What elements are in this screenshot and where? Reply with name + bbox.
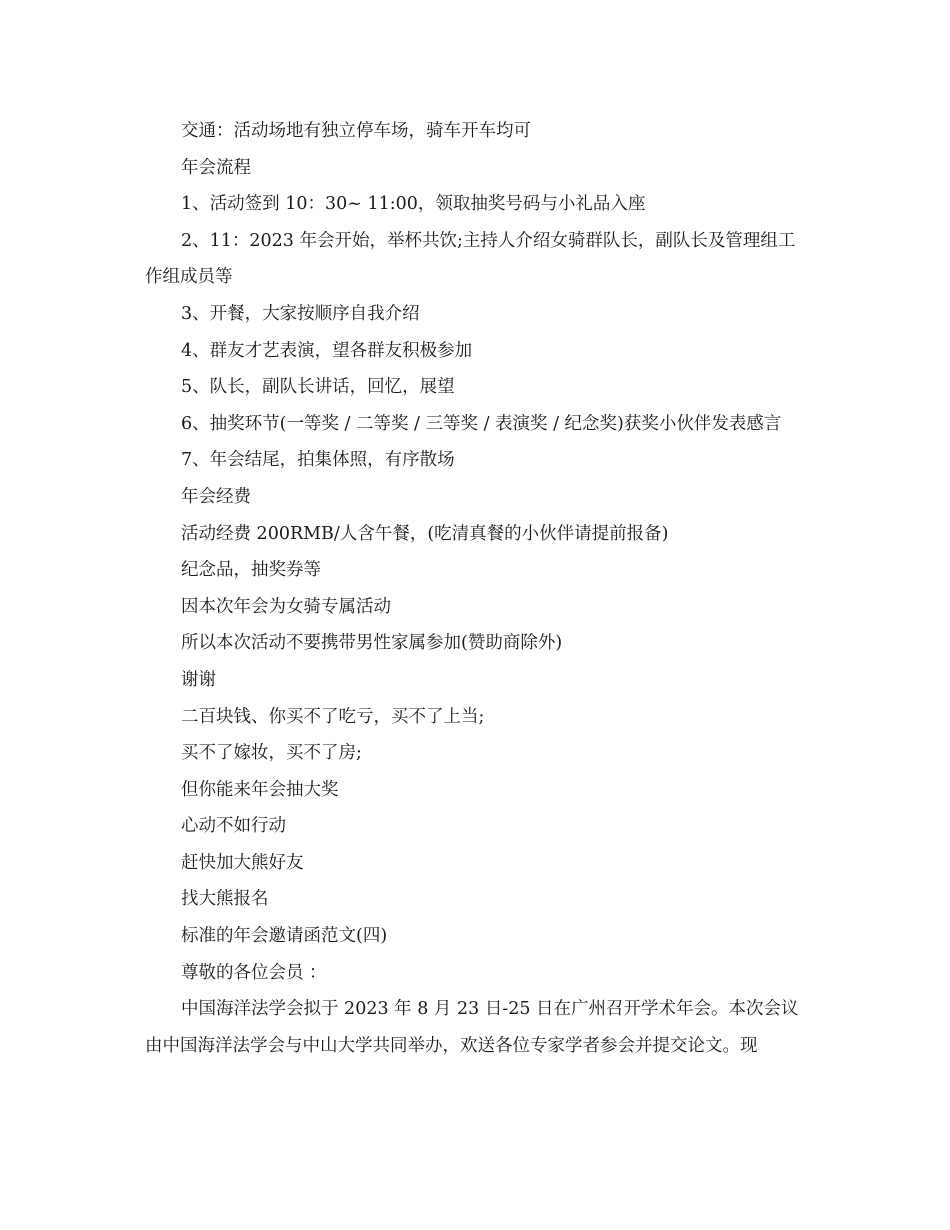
verse-line-4: 心动不如行动 [181, 816, 286, 837]
heading-agenda: 年会流程 [181, 157, 251, 178]
verse-line-2: 买不了嫁妆，买不了房; [181, 743, 362, 764]
section-title: 标准的年会邀请函范文(四) [181, 926, 388, 947]
verse-line-6: 找大熊报名 [181, 889, 269, 910]
paragraph-transport: 交通：活动场地有独立停车场，骑车开车均可 [181, 121, 531, 141]
agenda-item-2: 2、11：2023 年会开始，举杯共饮;主持人介绍女骑群队长，副队长及管理组工作组成员等 [145, 230, 796, 288]
paragraph-gifts: 纪念品，抽奖券等 [181, 560, 321, 581]
agenda-item-4: 4、群友才艺表演，望各群友积极参加 [181, 340, 473, 361]
agenda-item-6: 6、抽奖环节(一等奖 / 二等奖 / 三等奖 / 表演奖 / 纪念奖)获奖小伙伴发表感言 [181, 413, 782, 434]
agenda-item-5: 5、队长，副队长讲话，回忆，展望 [181, 377, 455, 398]
verse-line-3: 但你能来年会抽大奖 [181, 779, 339, 800]
agenda-item-1: 1、活动签到 10：30~ 11:00，领取抽奖号码与小礼品入座 [181, 194, 646, 215]
paragraph-fee: 活动经费 200RMB/人含午餐，(吃清真餐的小伙伴请提前报备) [181, 523, 669, 544]
verse-line-5: 赶快加大熊好友 [181, 852, 304, 873]
paragraph-no-family: 所以本次活动不要携带男性家属参加(赞助商除外) [181, 633, 563, 654]
salutation: 尊敬的各位会员 ： [181, 962, 327, 983]
agenda-item-7: 7、年会结尾，拍集体照，有序散场 [181, 450, 455, 471]
paragraph-invitation: 中国海洋法学会拟于 2023 年 8 月 23 日-25 日在广州召开学术年会。本次会议由中国海洋法学会与中山大学共同举办，欢送各位专家学者参会并提交论文。现 [145, 999, 799, 1056]
heading-budget: 年会经费 [181, 486, 251, 507]
agenda-item-3: 3、开餐，大家按顺序自我介绍 [181, 303, 420, 324]
document-body [145, 113, 810, 1064]
verse-line-1: 二百块钱、你买不了吃亏，买不了上当; [181, 706, 485, 727]
paragraph-exclusive: 因本次年会为女骑专属活动 [181, 596, 391, 617]
paragraph-thanks: 谢谢 [181, 669, 216, 690]
